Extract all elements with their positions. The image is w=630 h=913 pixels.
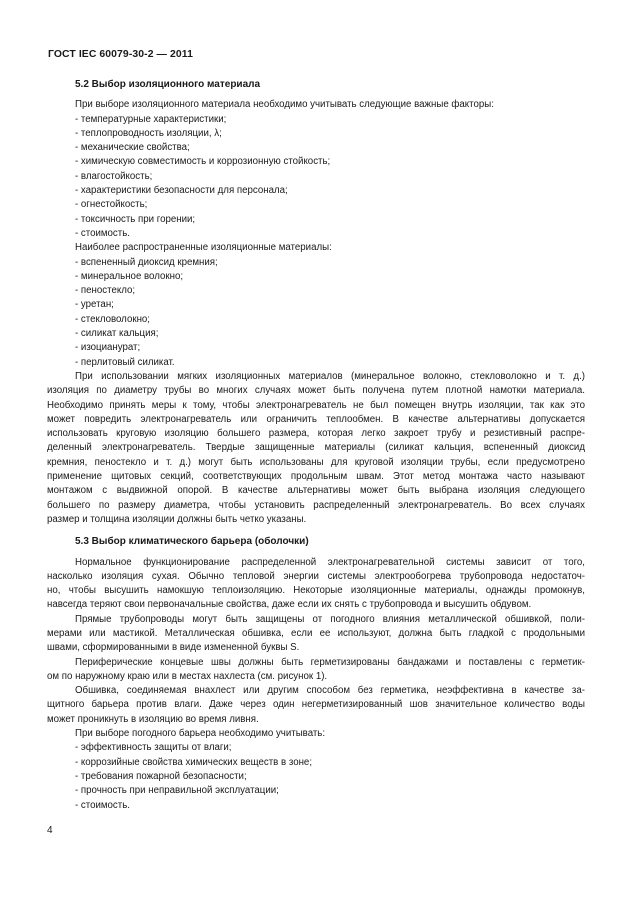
document-header: ГОСТ IEC 60079-30-2 — 2011 <box>48 49 193 60</box>
document-body <box>47 70 585 813</box>
section-5-3-heading: 5.3 Выбор климатического барьера (оболочки) <box>75 536 309 548</box>
list-item: - уретан; <box>75 299 114 311</box>
barrier-paragraph-1 <box>47 556 585 613</box>
paragraph-line: щитного барьера против влаги. Даже через один негерметизированный шов значительное количество воды <box>47 699 585 711</box>
paragraph-line: Нормальное функционирование распределенной электронагревательной системы зависит от того, <box>75 556 585 568</box>
list-item: - требования пожарной безопасности; <box>75 770 247 782</box>
paragraph-line: Периферические концевые швы должны быть герметизированы бандажами и поставлены с герметик- <box>75 656 585 668</box>
barrier-considerations-list <box>75 741 585 812</box>
list-item: - стекловолокно; <box>75 313 151 325</box>
list-item: - эффективность защиты от влаги; <box>75 742 232 754</box>
barrier-paragraph-2 <box>47 613 585 656</box>
paragraph-line: использовать круговую изоляцию большего размера, которая легко закроет трубу и резистивный распре- <box>47 428 585 440</box>
paragraph-line: швами, сформированными в виде измененной буквы S. <box>47 642 300 654</box>
list-item: - пеностекло; <box>75 285 136 297</box>
paragraph-line: размер и толщина изоляции должны быть четко указаны. <box>47 513 307 525</box>
paragraph-line: может проникнуть в изоляцию во время ливня. <box>47 713 259 725</box>
insulation-paragraph <box>47 370 585 527</box>
paragraph-line: кремния, пеностекло и т. д.) могут быть использованы для круговой изоляции трубы, если предусмотрено <box>47 456 585 468</box>
materials-intro: Наиболее распространенные изоляционные материалы: <box>75 242 332 254</box>
materials-list <box>75 256 585 370</box>
list-item: - стоимость. <box>75 227 130 239</box>
barrier-paragraph-4 <box>47 684 585 727</box>
list-item: - перлитовый силикат. <box>75 356 175 368</box>
paragraph-line: изоляция по диаметру трубы во многих случаях может быть получена путем плотной намотки материала. <box>47 385 585 397</box>
page-number: 4 <box>47 825 53 836</box>
section-5-2-intro: При выборе изоляционного материала необходимо учитывать следующие важные факторы: <box>75 99 494 111</box>
list-item: - влагостойкость; <box>75 170 153 182</box>
section-5-2-heading: 5.2 Выбор изоляционного материала <box>75 79 261 90</box>
list-item: - изоцианурат; <box>75 342 141 354</box>
paragraph-line: большего по размеру диаметра, чтобы установить распределенный электронагреватель. Во всех случаях <box>47 499 585 511</box>
list-item: - температурные характеристики; <box>75 113 227 125</box>
barrier-paragraph-3 <box>47 656 585 685</box>
paragraph-line: навсегда теряют свои первоначальные свойства, даже если их снять с трубопровода и высушить обдувом. <box>47 599 532 611</box>
list-item: - силикат кальция; <box>75 328 159 340</box>
list-item: - прочность при неправильной эксплуатации; <box>75 785 279 797</box>
paragraph-line: При использовании мягких изоляционных материалов (минеральное волокно, стекловолокно и т. д.) <box>75 370 585 382</box>
paragraph-line: Обшивка, соединяемая внахлест или другим способом без герметика, неэффективна в качестве за- <box>75 685 585 697</box>
list-item: - характеристики безопасности для персонала; <box>75 185 288 197</box>
list-item: - теплопроводность изоляции, λ; <box>75 127 222 139</box>
list-item: - вспененный диоксид кремния; <box>75 256 218 268</box>
list-item: - механические свойства; <box>75 142 190 154</box>
paragraph-line: ом по наружному краю или в местах нахлеста (см. рисунок 1). <box>47 670 328 682</box>
paragraph-line: насколько изоляция сухая. Обычно тепловой энергии системы электрообогрева трубопровода недостаточ- <box>47 570 585 582</box>
paragraph-line: Прямые трубопроводы могут быть защищены от погодного влияния металлической обшивкой, поли- <box>75 613 585 625</box>
barrier-list-intro: При выборе погодного барьера необходимо учитывать: <box>75 728 326 740</box>
paragraph-line: Необходимо принять меры к тому, чтобы электронагреватель не был помещен внутрь изоляции, так как это <box>47 399 585 411</box>
paragraph-line: применение щитовых секций, соответствующих продольным швам. Этот метод монтажа часто называют <box>47 471 585 483</box>
list-item: - коррозийные свойства химических веществ в зоне; <box>75 756 313 768</box>
paragraph-line: мерами или мастикой. Металлическая обшивка, если ее используют, должна быть гладкой с продольными <box>47 627 585 639</box>
paragraph-line: но, чтобы высушить намокшую теплоизоляцию. Некоторые изоляционные материалы, однажды промокнув, <box>47 585 585 597</box>
list-item: - минеральное волокно; <box>75 270 184 282</box>
list-item: - стоимость. <box>75 799 130 811</box>
list-item: - токсичность при горении; <box>75 213 196 225</box>
paragraph-line: может повредить электронагреватель или ограничить теплообмен. В качестве альтернативы допускается <box>47 413 585 425</box>
list-item: - огнестойкость; <box>75 199 148 211</box>
paragraph-line: монтажом с выдвижной опорой. В качестве альтернативы может быть выбрана изоляция следующего <box>47 485 585 497</box>
list-item: - химическую совместимость и коррозионную стойкость; <box>75 156 331 168</box>
factors-list <box>75 113 585 242</box>
paragraph-line: деленный электронагреватель. Твердые защищенные материалы (силикат кальция, вспененный диоксид <box>47 442 585 454</box>
